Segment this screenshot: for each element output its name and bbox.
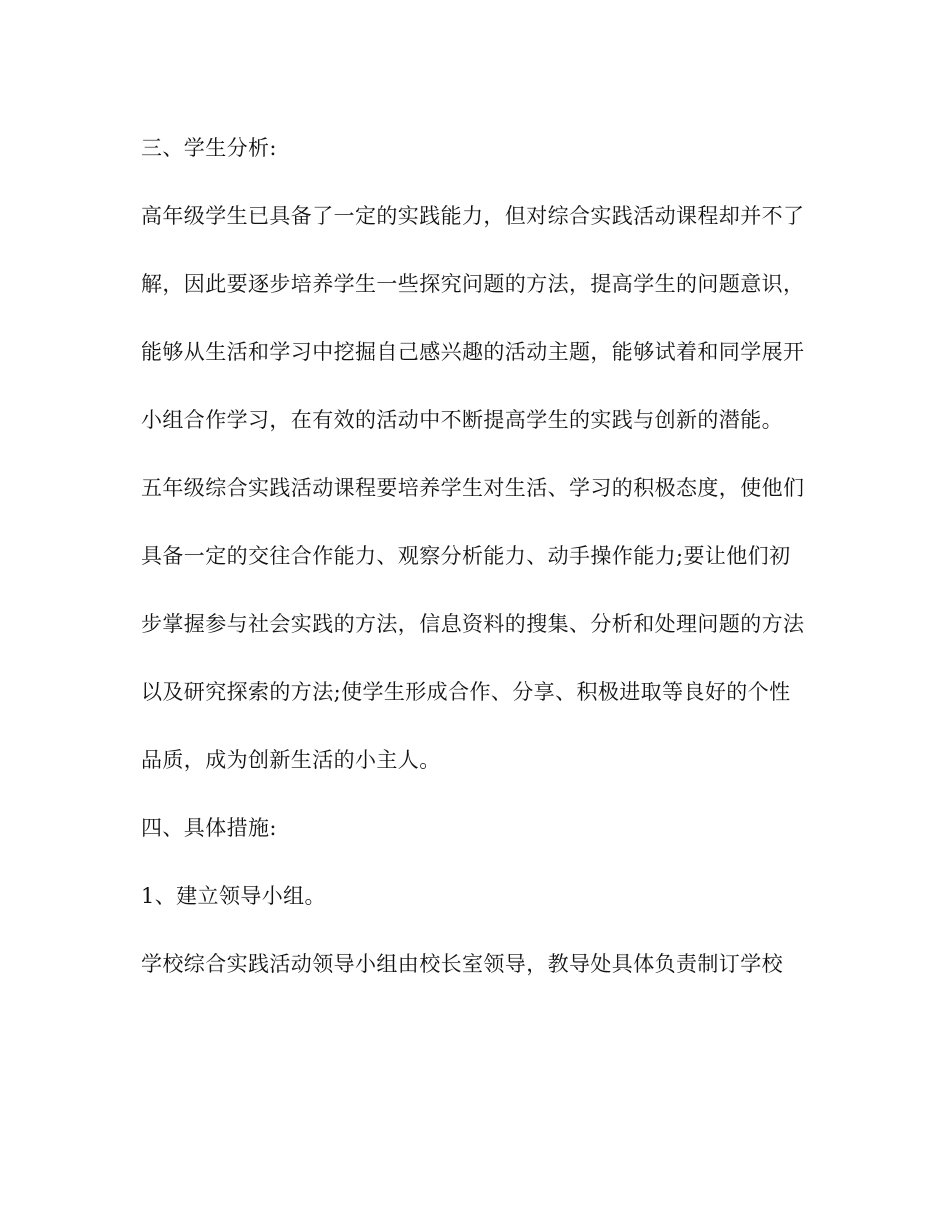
paragraph-leadership-group: 学校综合实践活动领导小组由校长室领导，教导处具体负责制订学校 [141,952,783,976]
document-body [141,114,811,998]
paragraph-senior-students: 高年级学生已具备了一定的实践能力，但对综合实践活动课程却并不了解，因此要逐步培养学生一些探究问题的方法，提高学生的问题意识，能够从生活和学习中挖掘自己感兴趣的活动主题，能够试着和同学展开小组合作学习，在有效的活动中不断提高学生的实践与创新的潜能。 [141,204,805,432]
section-heading-measures: 四、具体措施: [141,816,277,840]
paragraph-grade-five-course: 五年级综合实践活动课程要培养学生对生活、学习的积极态度，使他们具备一定的交往合作能力、观察分析能力、动手操作能力;要让他们初步掌握参与社会实践的方法，信息资料的搜集、分析和处理问题的方法以及研究探索的方法;使学生形成合作、分享、积极进取等良好的个性品质，成为创新生活的小主人。 [141,476,805,772]
section-heading-student-analysis: 三、学生分析: [141,136,277,160]
subheading-leadership-group: 1、建立领导小组。 [141,884,326,908]
